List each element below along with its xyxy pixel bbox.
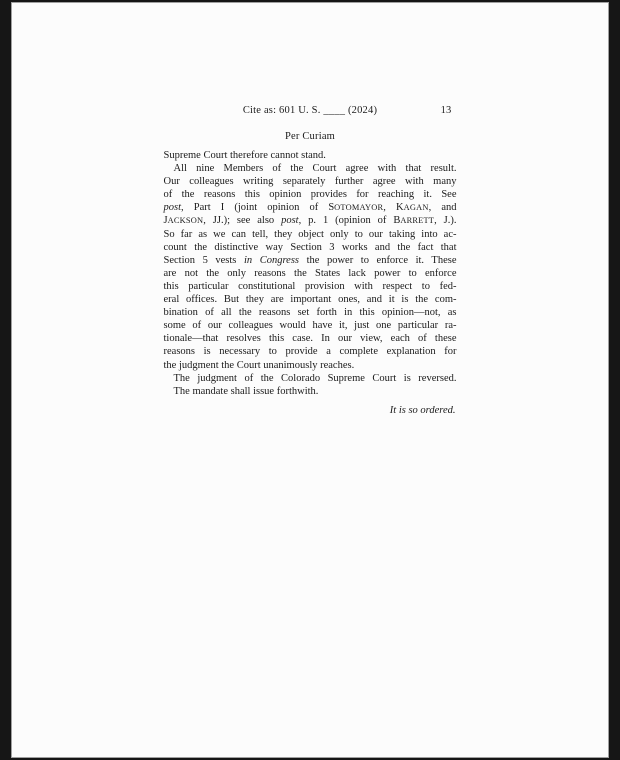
text-line: JACKSON, JJ.); see also post, p. 1 (opinion of BARRETT, J.). [163,215,457,227]
text-line: tionale—that resolves this case. In our view, each of these [163,333,457,345]
text-line: The mandate shall issue forthwith. [173,385,319,397]
document-page [11,2,609,758]
text-line: post, Part I (joint opinion of SOTOMAYOR, KAGAN, and [163,202,457,214]
text-line: Supreme Court therefore cannot stand. [163,150,326,161]
cite-line: Cite as: 601 U. S. ____ (2024) [242,105,378,116]
text-line: some of our colleagues would have it, just one particular ra- [163,320,457,332]
text-line: bination of all the reasons set forth in this opinion—not, as [163,307,457,319]
text-line: Section 5 vests in Congress the power to enforce it. These [163,254,457,266]
per-curiam-heading: Per Curiam [284,131,336,142]
closing-line: It is so ordered. [389,404,456,416]
text-line: All nine Members of the Court agree with that result. [173,163,457,175]
page-content [164,104,457,417]
text-line: The judgment of the Colorado Supreme Court is reversed. [173,372,457,384]
text-line: reasons is necessary to provide a complete explanation for [163,346,457,358]
text-line: the judgment the Court unanimously reaches. [163,359,355,371]
page-number: 13 [440,105,452,116]
text-line: Our colleagues writing separately further agree with many [163,176,457,188]
text-line: are not the only reasons the States lack power to enforce [163,267,457,279]
opinion-body [164,149,457,398]
text-line: of the reasons this opinion provides for reaching it. See [163,189,457,201]
text-line: eral offices. But they are important ones, and it is the com- [163,294,457,306]
text-line: this particular constitutional provision with respect to fed- [163,280,457,292]
text-line: So far as we can tell, they object only to our taking into ac- [163,228,457,240]
running-header [164,104,457,117]
text-line: count the distinctive way Section 3 works and the fact that [163,241,457,253]
